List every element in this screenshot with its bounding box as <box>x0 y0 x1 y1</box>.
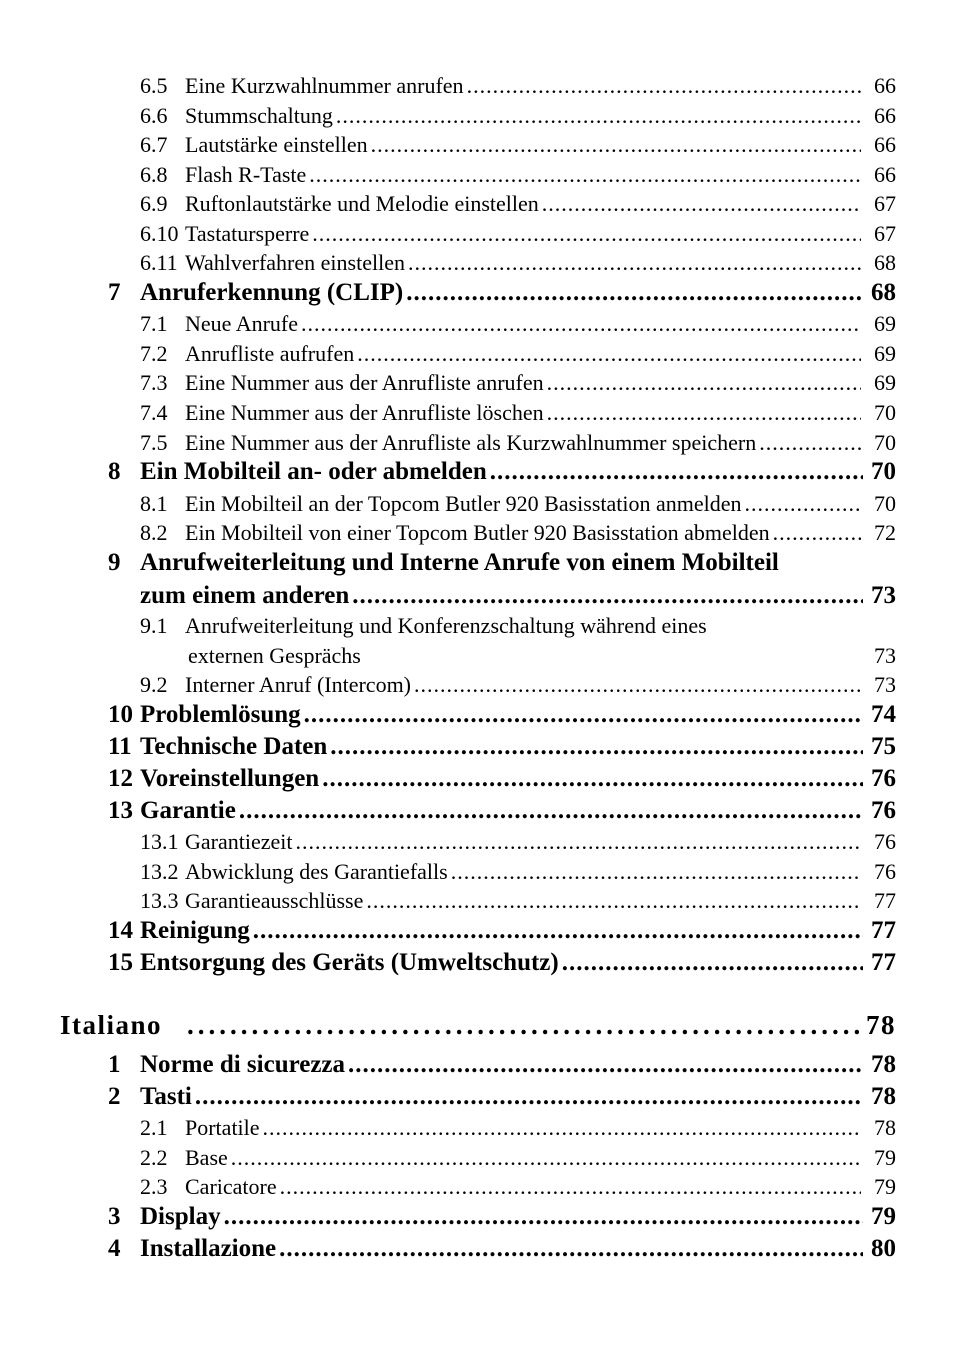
dot-leader <box>280 1172 861 1202</box>
dot-leader <box>309 160 861 190</box>
dot-leader <box>279 1233 863 1265</box>
toc-entry-8-1[interactable]: 8.1 Ein Mobilteil an der Topcom Butler 920 Basisstation anmelden ..... 70 <box>140 489 896 519</box>
toc-entry-it-2-1[interactable]: 2.1 Portatile ..... 78 <box>140 1113 896 1143</box>
dot-leader <box>224 1201 863 1233</box>
toc-entry-it-4[interactable]: 4 Installazione ..... 80 <box>108 1233 896 1265</box>
toc-entry-13-3[interactable]: 13.3 Garantieausschlüsse ..... 77 <box>140 886 896 916</box>
dot-leader <box>366 886 861 916</box>
toc-entry-9-2[interactable]: 9.2 Interner Anruf (Intercom) ..... 73 <box>140 670 896 700</box>
toc-entry-8-2[interactable]: 8.2 Ein Mobilteil von einer Topcom Butler 920 Basisstation abmelden ..... 72 <box>140 518 896 548</box>
toc-entry-it-1[interactable]: 1 Norme di sicurezza ..... 78 <box>108 1049 896 1081</box>
dot-leader <box>253 915 863 947</box>
toc-entry-9-cont[interactable]: zum einem anderen ..... 73 <box>140 580 896 612</box>
toc-entry-7-5[interactable]: 7.5 Eine Nummer aus der Anrufliste als Kurzwahlnummer speichern ..... 70 <box>140 428 896 458</box>
toc-entry-7-2[interactable]: 7.2 Anrufliste aufrufen ..... 69 <box>140 339 896 369</box>
toc-entry-it-3[interactable]: 3 Display ..... 79 <box>108 1201 896 1233</box>
toc-entry-6-7[interactable]: 6.7 Lautstärke einstellen ..... 66 <box>140 130 896 160</box>
dot-leader <box>547 368 861 398</box>
toc-entry-8[interactable]: 8 Ein Mobilteil an- oder abmelden ..... 70 <box>108 456 896 488</box>
toc-entry-7-4[interactable]: 7.4 Eine Nummer aus der Anrufliste löschen ..... 70 <box>140 398 896 428</box>
toc-entry-6-9[interactable]: 6.9 Ruftonlautstärke und Melodie einstellen ..... 67 <box>140 189 896 219</box>
toc-entry-7-3[interactable]: 7.3 Eine Nummer aus der Anrufliste anrufen ..... 69 <box>140 368 896 398</box>
toc-entry-11[interactable]: 11 Technische Daten ..... 75 <box>108 731 896 763</box>
dot-leader <box>330 731 863 763</box>
dot-leader <box>490 456 863 488</box>
dot-leader <box>408 248 861 278</box>
dot-leader <box>759 428 861 458</box>
toc-entry-9-1[interactable]: 9.1 Anrufweiterleitung und Konferenzschaltung während eines <box>140 613 707 638</box>
toc-entry-7[interactable]: 7 Anruferkennung (CLIP) ..... 68 <box>108 277 896 309</box>
dot-leader <box>773 518 861 548</box>
dot-leader <box>304 699 863 731</box>
dot-leader <box>301 309 861 339</box>
toc-entry-13[interactable]: 13 Garantie ..... 76 <box>108 795 896 827</box>
dot-leader <box>336 101 861 131</box>
dot-leader <box>467 71 861 101</box>
toc-entry-6-6[interactable]: 6.6 Stummschaltung ..... 66 <box>140 101 896 131</box>
dot-leader <box>547 398 861 428</box>
dot-leader <box>187 1008 863 1042</box>
dot-leader <box>451 857 861 887</box>
dot-leader <box>562 947 863 979</box>
toc-entry-12[interactable]: 12 Voreinstellungen ..... 76 <box>108 763 896 795</box>
toc-entry-it-2-2[interactable]: 2.2 Base ..... 79 <box>140 1143 896 1173</box>
toc-entry-it-2-3[interactable]: 2.3 Caricatore ..... 79 <box>140 1172 896 1202</box>
dot-leader <box>312 219 861 249</box>
dot-leader <box>357 339 861 369</box>
dot-leader <box>195 1081 863 1113</box>
toc-entry-7-1[interactable]: 7.1 Neue Anrufe ..... 69 <box>140 309 896 339</box>
dot-leader <box>745 489 861 519</box>
toc-entry-10[interactable]: 10 Problemlösung ..... 74 <box>108 699 896 731</box>
toc-entry-6-10[interactable]: 6.10 Tastatursperre ..... 67 <box>140 219 896 249</box>
dot-leader <box>263 1113 861 1143</box>
toc-entry-6-5[interactable]: 6.5 Eine Kurzwahlnummer anrufen ..... 66 <box>140 71 896 101</box>
dot-leader <box>352 580 863 612</box>
toc-entry-15[interactable]: 15 Entsorgung des Geräts (Umweltschutz) ..... 77 <box>108 947 896 979</box>
toc-entry-9[interactable]: 9 Anrufweiterleitung und Interne Anrufe von einem Mobilteil <box>108 549 779 576</box>
toc-language-italiano[interactable]: Italiano ..... 78 <box>60 1008 896 1042</box>
toc-entry-6-11[interactable]: 6.11 Wahlverfahren einstellen ..... 68 <box>140 248 896 278</box>
toc-entry-13-2[interactable]: 13.2 Abwicklung des Garantiefalls ..... 76 <box>140 857 896 887</box>
toc-entry-9-1-cont[interactable]: externen Gesprächs 73 <box>188 643 896 668</box>
dot-leader <box>406 277 863 309</box>
dot-leader <box>371 130 861 160</box>
toc-entry-6-8[interactable]: 6.8 Flash R-Taste ..... 66 <box>140 160 896 190</box>
dot-leader <box>542 189 861 219</box>
toc-entry-14[interactable]: 14 Reinigung ..... 77 <box>108 915 896 947</box>
dot-leader <box>348 1049 863 1081</box>
dot-leader <box>231 1143 861 1173</box>
dot-leader <box>414 670 861 700</box>
toc-entry-it-2[interactable]: 2 Tasti ..... 78 <box>108 1081 896 1113</box>
dot-leader <box>296 827 862 857</box>
dot-leader <box>239 795 863 827</box>
toc-entry-13-1[interactable]: 13.1 Garantiezeit ..... 76 <box>140 827 896 857</box>
dot-leader <box>322 763 863 795</box>
